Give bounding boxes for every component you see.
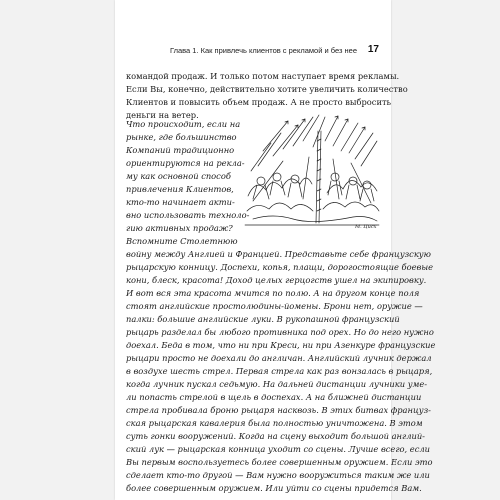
text-line: рыцарь разделал бы любого противника под орех. Но до него нужно — [126, 327, 434, 337]
text-line: ская рыцарская кавалерия была полностью уничтожена. В этом — [126, 418, 423, 428]
text-line: стрела пробивала броню рыцаря насквозь. В этих битвах француз- — [126, 405, 431, 415]
text-line: ориентируются на рекла- — [126, 158, 245, 168]
text-line: войну между Англией и Францией. Представьте себе французскую — [126, 249, 431, 259]
text-line: привлечения Клиентов, — [126, 184, 234, 194]
text-line: вно использовать техноло- — [126, 210, 250, 220]
text-line: Вспомните Столетнюю — [126, 236, 238, 246]
text-line: палки: большие английские луки. В рукопашной французский — [126, 314, 400, 324]
text-line: рынке, где большинство — [126, 132, 237, 142]
text-line: деньги на ветер. — [126, 110, 199, 120]
page-number: 17 — [367, 44, 379, 55]
text-line: Вы первым воспользуетесь более совершенным оружием. Если это — [126, 457, 433, 467]
text-line: суть гонки вооружений. Когда на сцену выходит большой англий- — [126, 431, 425, 441]
text-line: Что происходит, если на — [126, 119, 241, 129]
text-line: гию активных продаж? — [126, 223, 233, 233]
text-line: стоят английские простолюдины-йомены. Брони нет, оружие — — [126, 301, 423, 311]
text-line: кони, блеск, красота! Доход целых герцогств ушел на экипировку. — [126, 275, 427, 285]
page-header — [115, 44, 391, 58]
illustration-signature: М. Цисх — [355, 224, 377, 230]
book-page — [115, 0, 436, 500]
text-line: ский лук — рыцарская конница уходит со сцены. Лучше всего, если — [126, 444, 430, 454]
text-line: рыцари просто не доехали до англичан. Английский лучник держал — [126, 353, 432, 363]
text-line: кто-то начинает акти- — [126, 197, 235, 207]
text-line: доехал. Беда в том, что ни при Креси, ни при Азенкуре французские — [126, 340, 436, 350]
text-line: рыцарскую конницу. Доспехи, копья, плащи, дорогостоящие боевые — [126, 262, 433, 272]
main-paragraph — [115, 248, 436, 495]
text-line: Клиентов и повысить объем продаж. А не просто выбросить — [126, 97, 392, 107]
text-line: командой продаж. И только потом наступает время рекламы. — [126, 71, 400, 81]
text-line: Если Вы, конечно, действительно хотите увеличить количество — [126, 84, 408, 94]
text-line: когда лучник пускал седьмую. На дальней дистанции лучники уме- — [126, 379, 428, 389]
text-line: сделает кто-то другой — Вам нужно вооружиться таким же или — [126, 470, 430, 480]
text-line: более совершенным оружием. Или уйти со сцены придется Вам. — [126, 483, 422, 493]
battle-illustration — [243, 111, 381, 230]
text-line: Компаний традиционно — [126, 145, 235, 155]
running-title: Глава 1. Как привлечь клиентов с рекламой и без нее — [169, 46, 357, 55]
text-line: му как основной способ — [126, 171, 231, 181]
text-line: ли попасть стрелой в щель в доспехах. А на ближней дистанции — [126, 392, 422, 402]
text-line: в воздухе шесть стрел. Первая стрела как раз вонзалась в рыцаря, — [126, 366, 433, 376]
text-line: И вот вся эта красота мчится по полю. А на другом конце поля — [126, 288, 420, 298]
wrapped-paragraph — [115, 118, 250, 248]
